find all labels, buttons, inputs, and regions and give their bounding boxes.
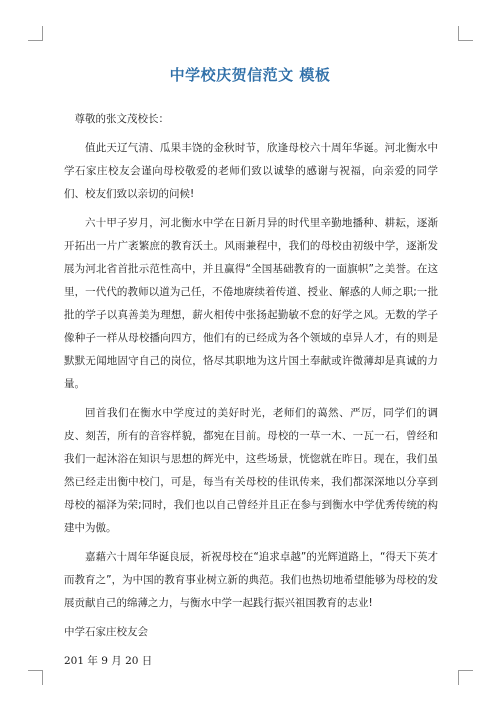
paragraph-2: 六十甲子岁月，河北衡水中学在日新月异的时代里辛勤地播种、耕耘，逐渐开拓出一片广袤繁庶的教育沃土。风雨兼程中，我们的母校由初级中学，逐渐发展为河北省首批示范性高中，并且赢得“全国基础教育的一面旗帜”之美誉。在这里，一代代的教师以道为己任，不倦地赓续着传道、授业、解惑的人师之职;一批批的学子以真善美为理想，薪火相传中张扬起勤敏不怠的好学之风。无数的学子像种子一样从母校播向四方，他们有的已经成为各个领域的卓异人才，有的则是默默无闻地固守自己的岗位，恪尽其职地为这片国土奉献或许微薄却是真诚的力量。: [64, 217, 438, 390]
date-line: 201 年 9 月 20 日: [64, 655, 153, 667]
crop-mark-top-right: [458, 26, 473, 41]
crop-mark-bottom-right: [458, 670, 473, 685]
crop-mark-bottom-left: [28, 670, 43, 685]
signature-line: 中学石家庄校友会: [64, 626, 148, 638]
document-title: 中学校庆贺信范文 模板: [169, 66, 331, 84]
greeting-line: 尊敬的张文茂校长：: [74, 113, 169, 125]
paragraph-1: 值此天辽气清、瓜果丰饶的金秋时节，欣逢母校六十周年华诞。河北衡水中学石家庄校友会谨向母校敬爱的老师们致以诚挚的感谢与祝福，向亲爱的同学们、校友们致以亲切的问候!: [64, 142, 438, 200]
paragraph-3: 回首我们在衡水中学度过的美好时光，老师们的蔼然、严厉，同学们的调皮、刻苦，所有的音容样貌，都宛在目前。母校的一草一木、一瓦一石，曾经和我们一起沐浴在知识与思想的辉光中，这些场景，恍惚就在昨日。现在，我们虽然已经走出衡中校门，可是，每当有关母校的佳讯传来，我们都深深地以分享到母校的福泽为荣;同时，我们也以自己曾经并且正在参与到衡水中学优秀传统的构建中为傲。: [64, 407, 438, 534]
crop-mark-top-left: [28, 26, 43, 41]
document-body: [64, 108, 438, 679]
paragraph-4: 嘉藉六十周年华诞良辰，祈祝母校在“追求卓越”的光辉道路上，“得天下英才而教育之”，为中国的教育事业树立新的典范。我们也热切地希望能够为母校的发展贡献自己的绵薄之力，与衡水中学一起践行振兴祖国教育的志业!: [64, 551, 438, 609]
